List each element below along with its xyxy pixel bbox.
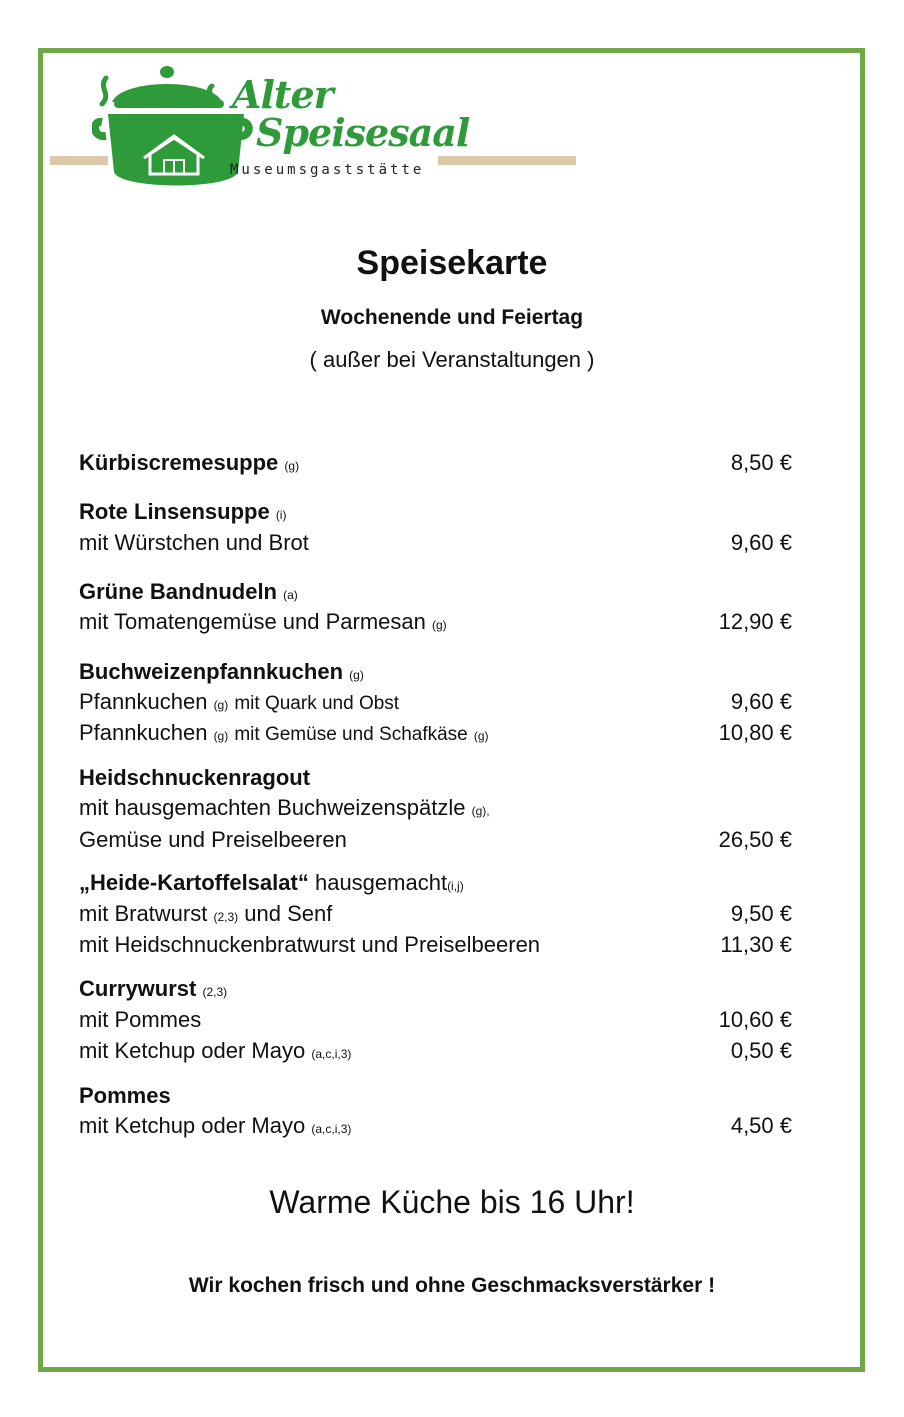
dish-variant: Pfannkuchen: [79, 720, 208, 745]
page-subtitle: Wochenende und Feiertag: [320, 306, 584, 329]
brand-tagline: Museumsgaststätte: [230, 162, 425, 178]
logo-bar-right: [438, 156, 576, 165]
restaurant-logo: [50, 62, 580, 202]
dish-description: mit hausgemachten Buchweizenspätzle: [79, 795, 466, 820]
dish-variant-detail: mit Gemüse und Schafkäse: [234, 724, 468, 745]
allergen-code: (g): [213, 698, 229, 712]
page-note: ( außer bei Veranstaltungen ): [309, 347, 595, 372]
dish-variant: mit Pommes: [79, 1007, 202, 1032]
dish-variant-detail: mit Quark und Obst: [234, 693, 400, 714]
dish-description: Gemüse und Preiselbeeren: [79, 827, 347, 852]
dish-variant-detail: und Preiselbeeren: [361, 932, 541, 957]
allergen-code: (i): [275, 508, 287, 522]
dish-variant: mit Bratwurst: [79, 901, 208, 926]
menu-item-ragout: [79, 765, 792, 793]
dish-name: Pommes: [79, 1083, 171, 1108]
dish-name: Grüne Bandnudeln: [79, 579, 277, 604]
allergen-code: (g): [213, 729, 229, 743]
page-title: Speisekarte: [356, 244, 548, 282]
allergen-code: (2,3): [202, 985, 228, 999]
menu-item-salat-opt1: [79, 901, 792, 929]
menu-item-currywurst: [79, 976, 792, 1004]
freshness-claim: Wir kochen frisch und ohne Geschmacksverstärker !: [188, 1274, 716, 1297]
dish-price: 10,80 €: [718, 720, 792, 745]
dish-price: 0,50 €: [730, 1038, 792, 1063]
menu-item-ragout-desc1: [79, 795, 792, 823]
allergen-code: (g): [432, 618, 447, 632]
dish-name: „Heide-Kartoffelsalat“: [79, 870, 309, 895]
menu-item-buchweizen-opt2: [79, 720, 792, 748]
dish-name: Buchweizenpfannkuchen: [79, 659, 344, 684]
menu-item-buchweizen-opt1: [79, 689, 792, 717]
dish-variant: mit Heidschnuckenbratwurst: [79, 932, 356, 957]
dish-price: 8,50 €: [730, 450, 792, 475]
menu-item-bandnudeln: [79, 579, 792, 607]
menu-item-pommes: [79, 1083, 792, 1111]
dish-name: Currywurst: [79, 976, 197, 1001]
menu-item-linsen: [79, 499, 792, 527]
dish-price: 9,60 €: [730, 530, 792, 555]
dish-description: mit Tomatengemüse und Parmesan: [79, 609, 426, 634]
dish-variant-detail: und Senf: [244, 901, 333, 926]
kitchen-hours: Warme Küche bis 16 Uhr!: [269, 1184, 635, 1220]
menu-item-ragout-desc2: [79, 827, 792, 855]
menu-item-currywurst-opt1: [79, 1007, 792, 1035]
brand-name-line1: Alter: [232, 72, 333, 117]
menu-item-salat-opt2: [79, 932, 792, 960]
menu-item-buchweizen: [79, 659, 792, 687]
dish-price: 12,90 €: [718, 609, 792, 634]
dish-price: 9,50 €: [730, 901, 792, 926]
allergen-code: (a,c,i,3): [311, 1047, 352, 1061]
allergen-code: (g): [284, 459, 300, 473]
menu-item-currywurst-opt2: [79, 1038, 792, 1066]
dish-price: 26,50 €: [718, 827, 792, 852]
dish-price: 10,60 €: [718, 1007, 792, 1032]
dish-price: 4,50 €: [730, 1113, 792, 1138]
dish-name: Kürbiscremesuppe: [79, 450, 279, 475]
dish-price: 9,60 €: [730, 689, 792, 714]
dish-name: Heidschnuckenragout: [79, 765, 311, 790]
menu-item-kuerbis: [79, 450, 792, 478]
dish-variant: Pfannkuchen: [79, 689, 208, 714]
dish-suffix: hausgemacht: [314, 870, 448, 895]
allergen-code: (g): [473, 729, 489, 743]
dish-price: 11,30 €: [720, 932, 792, 957]
allergen-code: (a,c,i,3): [311, 1122, 352, 1136]
menu-item-pommes-detail: [79, 1113, 792, 1141]
allergen-code: (2,3): [213, 910, 239, 924]
dish-name: Rote Linsensuppe: [79, 499, 270, 524]
dish-description: mit Würstchen und Brot: [79, 530, 309, 555]
dish-description: mit Ketchup oder Mayo: [79, 1113, 306, 1138]
brand-name-line2: Speisesaal: [256, 110, 470, 155]
dish-variant: mit Ketchup oder Mayo: [79, 1038, 306, 1063]
menu-item-linsen-detail: [79, 530, 792, 558]
allergen-code: (a): [283, 588, 298, 602]
menu-item-salat: [79, 870, 792, 898]
allergen-code: (g): [349, 668, 364, 682]
menu-item-bandnudeln-detail: [79, 609, 792, 637]
allergen-code: (g),: [471, 804, 490, 818]
allergen-code: (i,j): [447, 879, 464, 893]
